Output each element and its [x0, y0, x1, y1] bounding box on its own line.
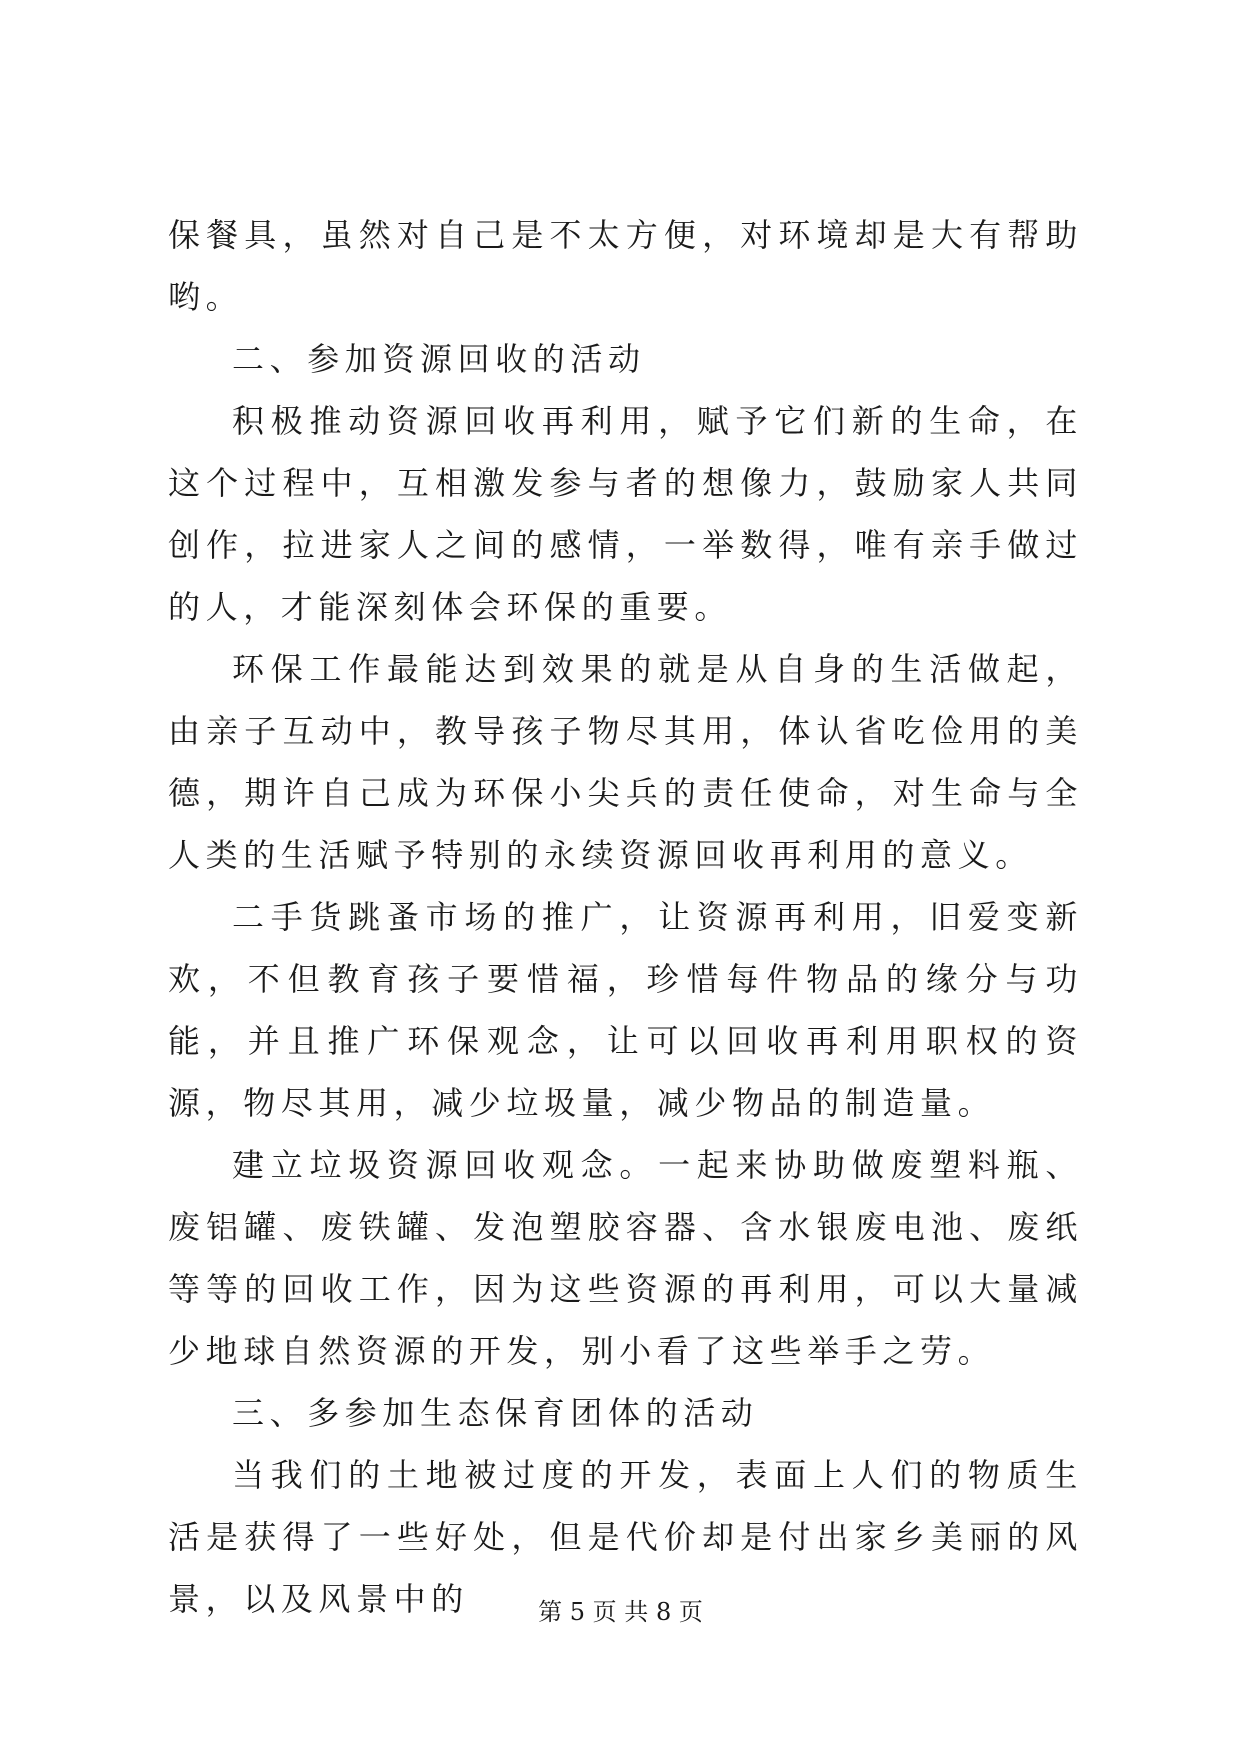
- paragraph-recycling-1: 积极推动资源回收再利用，赋予它们新的生命，在这个过程中，互相激发参与者的想像力，鼓励家人共同创作，拉进家人之间的感情，一举数得，唯有亲手做过的人，才能深刻体会环保的重要。: [168, 402, 1083, 626]
- paragraph-continuation: 保餐具，虽然对自己是不太方便，对环境却是大有帮助哟。: [168, 216, 1083, 316]
- page-number: 第 5 页 共 8 页: [538, 1598, 703, 1626]
- document-body: [168, 204, 1083, 1630]
- section-heading-3: 三、多参加生态保育团体的活动: [232, 1394, 759, 1432]
- paragraph-garbage-recycling: 建立垃圾资源回收观念。一起来协助做废塑料瓶、废铝罐、废铁罐、发泡塑胶容器、含水银废电池、废纸等等的回收工作，因为这些资源的再利用，可以大量减少地球自然资源的开发，别小看了这些举手之劳。: [168, 1146, 1083, 1370]
- paragraph-ecology: 当我们的土地被过度的开发，表面上人们的物质生活是获得了一些好处，但是代价却是付出家乡美丽的风景，以及风景中的: [168, 1456, 1083, 1618]
- paragraph-flea-market: 二手货跳蚤市场的推广，让资源再利用，旧爱变新欢，不但教育孩子要惜福，珍惜每件物品的缘分与功能，并且推广环保观念，让可以回收再利用职权的资源，物尽其用，减少垃圾量，减少物品的制造量。: [168, 898, 1083, 1122]
- page-footer: [0, 1596, 1241, 1628]
- paragraph-recycling-2: 环保工作最能达到效果的就是从自身的生活做起，由亲子互动中，教导孩子物尽其用，体认省吃俭用的美德，期许自己成为环保小尖兵的责任使命，对生命与全人类的生活赋予特别的永续资源回收再利用的意义。: [168, 650, 1083, 874]
- section-heading-2: 二、参加资源回收的活动: [232, 340, 646, 378]
